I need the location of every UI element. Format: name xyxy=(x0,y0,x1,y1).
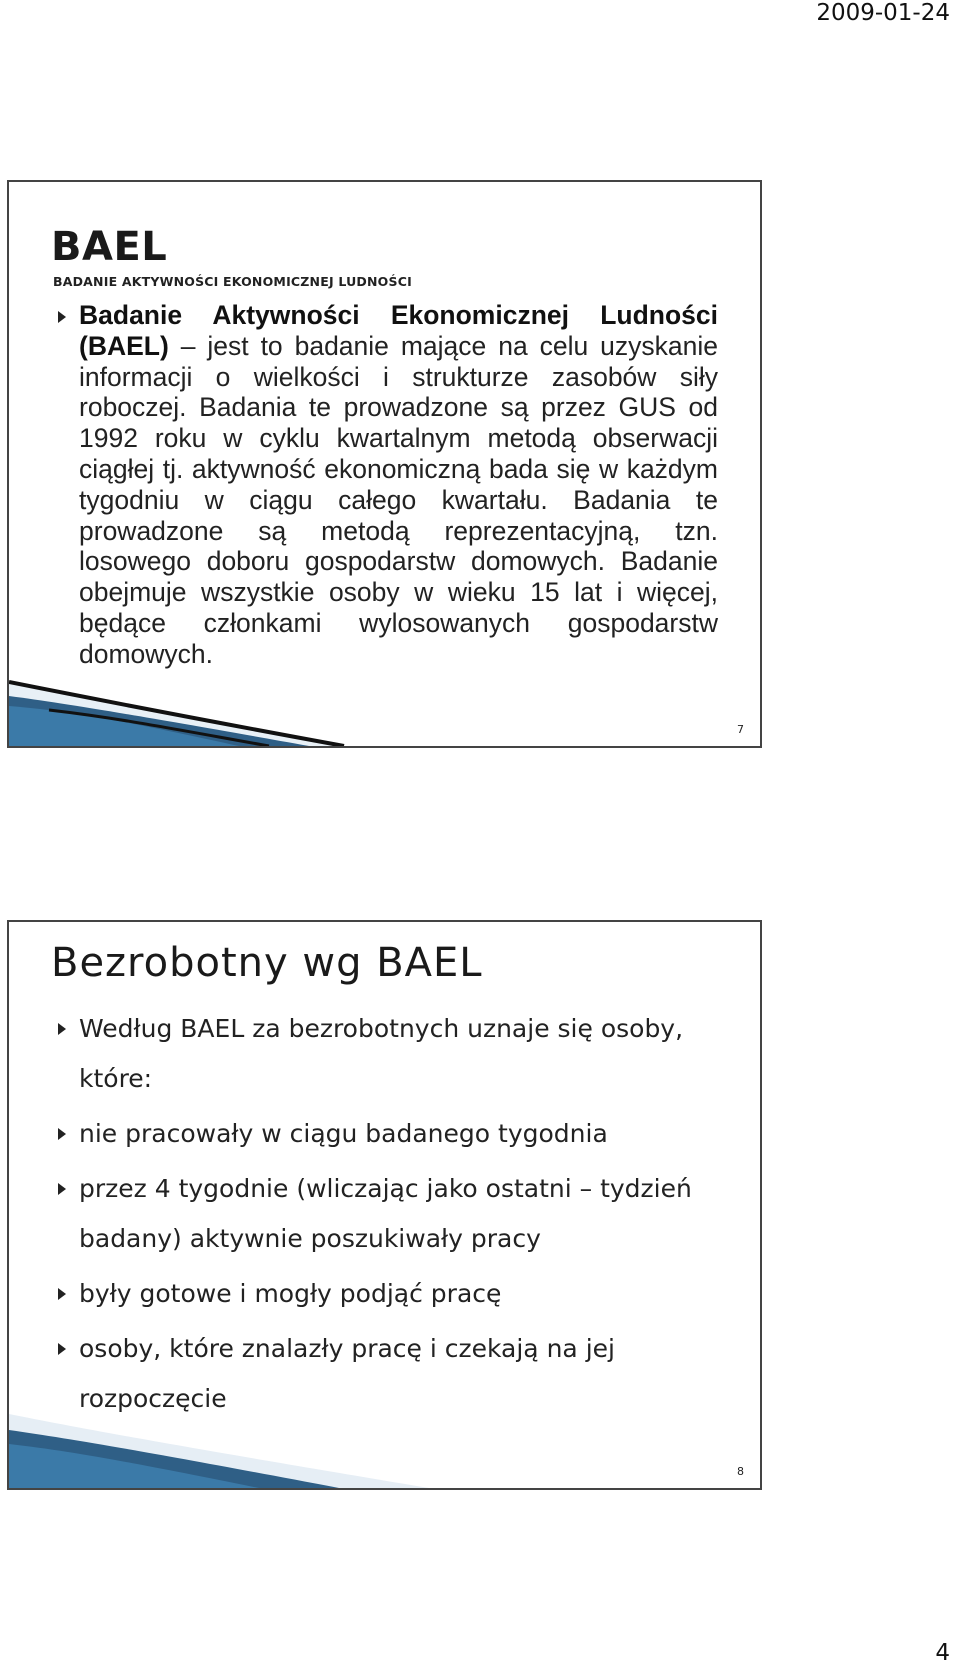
bullet-term: Badanie Aktywności Ekonomicznej Ludności (BAEL) xyxy=(79,300,718,361)
bullet-arrow-icon xyxy=(58,311,66,323)
bullet-text: nie pracowały w ciągu badanego tygodnia xyxy=(79,1119,608,1148)
slide-8 xyxy=(7,920,762,1490)
bullet-text: Według BAEL za bezrobotnych uznaje się osoby, które: xyxy=(79,1014,684,1093)
document-date: 2009-01-24 xyxy=(816,0,950,26)
slide-number: 7 xyxy=(737,723,744,736)
bullet-arrow-icon xyxy=(58,1128,66,1140)
bullet-item xyxy=(54,1269,718,1319)
bullet-item xyxy=(54,1004,718,1104)
bullet-item xyxy=(54,1164,718,1264)
bullet-item xyxy=(54,1109,718,1159)
bullet-text: przez 4 tygodnie (wliczając jako ostatni – tydzień badany) aktywnie poszukiwały pracy xyxy=(79,1174,692,1253)
bullet-arrow-icon xyxy=(58,1288,66,1300)
slide-title: BAEL xyxy=(51,224,168,270)
slide-number: 8 xyxy=(737,1465,744,1478)
page-number: 4 xyxy=(935,1640,950,1666)
decorative-swoosh xyxy=(9,646,349,746)
bullet-list xyxy=(54,300,718,670)
bullet-arrow-icon xyxy=(58,1343,66,1355)
slide-7 xyxy=(7,180,762,748)
bullet-list xyxy=(54,1004,718,1429)
bullet-text: osoby, które znalazły pracę i czekają na jej rozpoczęcie xyxy=(79,1334,615,1413)
bullet-arrow-icon xyxy=(58,1023,66,1035)
slide-subtitle: BADANIE AKTYWNOŚCI EKONOMICZNEJ LUDNOŚCI xyxy=(53,274,412,289)
slide-title: Bezrobotny wg BAEL xyxy=(51,940,483,986)
decorative-swoosh xyxy=(9,1378,439,1488)
bullet-text: były gotowe i mogły podjąć pracę xyxy=(79,1279,502,1308)
bullet-text: – jest to badanie mające na celu uzyskanie informacji o wielkości i strukturze zasobów siły roboczej. Badania te prowadzone są przez GUS od 1992 roku w cyklu kwartalnym metodą obserwacji ciągłej tj. aktywność ekonomiczną bada się w każdym tygodniu w ciągu całego kwartału. Badania te prowadzone są metodą reprezentacyjną, tzn. losowego doboru gospodarstw domowych. Badanie obejmuje wszystkie osoby w wieku 15 lat i więcej, będące członkami wylosowanych gospodarstw domowych. xyxy=(79,330,718,669)
bullet-item xyxy=(54,300,718,670)
bullet-arrow-icon xyxy=(58,1183,66,1195)
